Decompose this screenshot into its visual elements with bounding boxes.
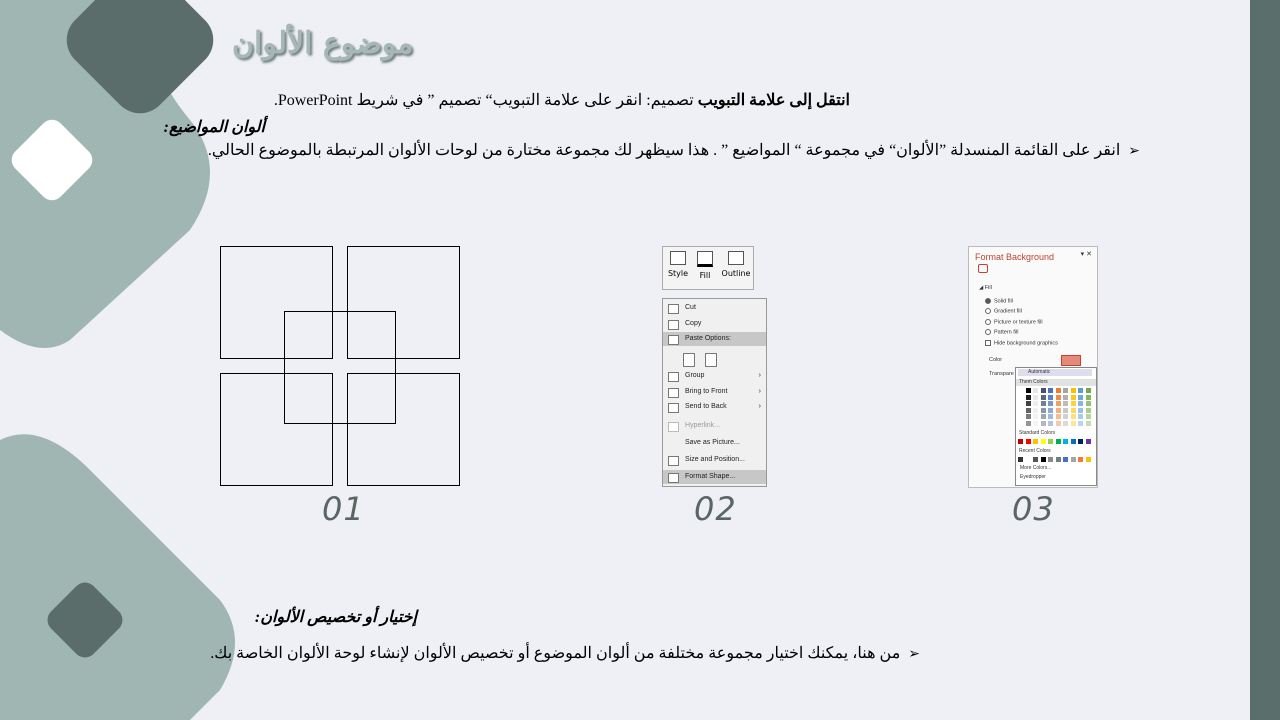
color-swatch[interactable] xyxy=(1048,421,1053,426)
color-swatch[interactable] xyxy=(1018,395,1023,400)
gradient-fill-radio[interactable] xyxy=(985,308,1022,314)
color-swatch[interactable] xyxy=(1048,457,1053,462)
instruction-1-rest: تصميم: انقر على علامة التبويب“ تصميم ” في شريط PowerPoint. xyxy=(273,92,698,109)
automatic-label: Automatic xyxy=(1028,369,1051,375)
menu-label: Save as Picture... xyxy=(685,439,740,446)
menu-item-paste-options xyxy=(663,332,766,346)
size-position-icon xyxy=(668,456,679,466)
color-swatch[interactable] xyxy=(1071,401,1076,406)
instruction-line-4 xyxy=(210,643,920,663)
color-picker-button[interactable] xyxy=(1061,355,1081,366)
color-swatch[interactable] xyxy=(1026,401,1031,406)
customize-colors-heading: إختيار أو تخصيص الألوان: xyxy=(254,609,417,626)
color-swatch[interactable] xyxy=(1033,388,1038,393)
radio-label: Picture or texture fill xyxy=(994,319,1043,326)
fill-label: Fill xyxy=(984,285,992,291)
format-background-title: Format Background xyxy=(975,252,1055,262)
color-swatch[interactable] xyxy=(1026,388,1031,393)
copy-icon xyxy=(668,320,679,330)
eyedropper-label: Eyedropper xyxy=(1020,474,1046,480)
color-swatch[interactable] xyxy=(1026,414,1031,419)
style-label: Style xyxy=(667,269,689,278)
menu-label: Send to Back xyxy=(685,403,727,410)
more-colors-option[interactable] xyxy=(1020,465,1051,471)
color-swatch[interactable] xyxy=(1033,408,1038,413)
more-colors-label: More Colors... xyxy=(1020,465,1052,471)
color-swatch[interactable] xyxy=(1018,388,1023,393)
color-swatch[interactable] xyxy=(1048,388,1053,393)
color-swatch[interactable] xyxy=(1078,414,1083,419)
color-swatch[interactable] xyxy=(1063,408,1068,413)
menu-label: Hyperlink... xyxy=(685,422,721,429)
color-swatch[interactable] xyxy=(1063,395,1068,400)
color-swatch[interactable] xyxy=(1041,457,1046,462)
color-swatch[interactable] xyxy=(1041,408,1046,413)
theme-colors-grid[interactable] xyxy=(1018,388,1094,428)
color-swatch[interactable] xyxy=(1041,414,1046,419)
solid-fill-radio[interactable] xyxy=(985,298,1013,304)
color-swatch[interactable] xyxy=(1041,421,1046,426)
color-swatch[interactable] xyxy=(1086,401,1091,406)
style-button[interactable] xyxy=(665,251,691,278)
submenu-arrow-icon: › xyxy=(758,372,761,379)
color-swatch[interactable] xyxy=(1018,421,1023,426)
color-swatch[interactable] xyxy=(1018,439,1023,444)
format-shape-icon xyxy=(668,473,679,483)
color-swatch[interactable] xyxy=(1071,414,1076,419)
color-swatch[interactable] xyxy=(1056,395,1061,400)
paste-picture-icon[interactable] xyxy=(705,353,717,367)
recent-colors-label: Recent Colors xyxy=(1019,448,1051,454)
bullet-arrow-icon: ➢ xyxy=(1128,143,1140,159)
color-swatch[interactable] xyxy=(1026,457,1031,462)
color-swatch[interactable] xyxy=(1018,457,1023,462)
outline-label: Outline xyxy=(721,269,751,278)
color-swatch[interactable] xyxy=(1048,408,1053,413)
paste-icons-row xyxy=(663,350,766,368)
theme-colors-heading: ألوان المواضيع: xyxy=(163,119,265,136)
color-label: Color xyxy=(989,357,1003,363)
hide-background-checkbox[interactable] xyxy=(985,340,1058,346)
color-swatch[interactable] xyxy=(1071,408,1076,413)
fill-button[interactable] xyxy=(692,251,718,280)
color-swatch[interactable] xyxy=(1056,439,1061,444)
scissors-icon xyxy=(668,304,679,314)
paint-bucket-icon xyxy=(697,251,713,267)
color-swatch[interactable] xyxy=(1033,401,1038,406)
color-swatch[interactable] xyxy=(1026,439,1031,444)
menu-item-copy[interactable] xyxy=(663,317,766,331)
outline-button[interactable] xyxy=(721,251,751,278)
figure-number-2: 02 xyxy=(694,490,737,528)
fill-section-header[interactable]: ◢ Fill xyxy=(979,285,992,291)
right-accent-bar xyxy=(1250,0,1280,720)
menu-label: Bring to Front xyxy=(685,388,728,395)
color-swatch[interactable] xyxy=(1078,439,1083,444)
radio-label: Pattern fill xyxy=(994,329,1019,336)
radio-label: Solid fill xyxy=(994,298,1013,305)
color-swatch[interactable] xyxy=(1056,388,1061,393)
color-swatch[interactable] xyxy=(1063,421,1068,426)
figure-number-3: 03 xyxy=(1012,490,1055,528)
radio-label: Gradient fill xyxy=(994,308,1022,315)
menu-label: Copy xyxy=(685,320,702,327)
menu-item-cut[interactable] xyxy=(663,301,766,315)
color-swatch[interactable] xyxy=(1018,408,1023,413)
send-back-icon xyxy=(668,403,679,413)
clipboard-icon xyxy=(668,335,679,345)
color-swatch[interactable] xyxy=(1086,421,1091,426)
style-icon xyxy=(670,251,686,265)
menu-item-send-to-back[interactable] xyxy=(663,400,766,414)
color-swatch[interactable] xyxy=(1078,401,1083,406)
instruction-line-1 xyxy=(274,90,850,110)
color-swatch[interactable] xyxy=(1056,408,1061,413)
color-swatch[interactable] xyxy=(1078,408,1083,413)
color-swatch[interactable] xyxy=(1033,457,1038,462)
pane-close-icon[interactable]: ▾ ✕ xyxy=(1080,251,1092,258)
color-swatch[interactable] xyxy=(1063,457,1068,462)
color-swatch[interactable] xyxy=(1026,408,1031,413)
decorative-background-shapes xyxy=(0,0,260,720)
instruction-line-3 xyxy=(208,140,1140,160)
color-swatch[interactable] xyxy=(1086,414,1091,419)
pattern-fill-radio[interactable] xyxy=(985,329,1018,335)
theme-colors-label: Them Colors xyxy=(1019,379,1048,385)
color-swatch[interactable] xyxy=(1063,401,1068,406)
figure-number-1: 01 xyxy=(322,490,365,528)
menu-item-bring-to-front[interactable] xyxy=(663,385,766,399)
color-swatch[interactable] xyxy=(1063,439,1068,444)
fill-label: Fill xyxy=(699,271,711,280)
menu-item-format-shape[interactable] xyxy=(663,470,766,484)
color-swatch[interactable] xyxy=(1026,421,1031,426)
shape-format-ribbon xyxy=(662,246,754,290)
color-swatch[interactable] xyxy=(1063,414,1068,419)
color-swatch[interactable] xyxy=(1063,388,1068,393)
paint-bucket-icon[interactable] xyxy=(978,264,988,273)
color-swatch[interactable] xyxy=(1086,408,1091,413)
bring-front-icon xyxy=(668,388,679,398)
color-swatch[interactable] xyxy=(1041,439,1046,444)
color-swatch[interactable] xyxy=(1071,395,1076,400)
color-swatch[interactable] xyxy=(1056,401,1061,406)
color-swatch[interactable] xyxy=(1078,457,1083,462)
color-swatch[interactable] xyxy=(1048,414,1053,419)
color-swatch[interactable] xyxy=(1033,439,1038,444)
recent-colors-row[interactable] xyxy=(1018,457,1094,463)
standard-colors-label: Standard Colors xyxy=(1019,430,1056,436)
square-center xyxy=(284,311,396,424)
menu-item-group[interactable] xyxy=(663,369,766,383)
color-palette-dropdown xyxy=(1015,367,1097,486)
instruction-4-text: من هنا، يمكنك اختيار مجموعة مختلفة من ألوان الموضوع أو تخصيص الألوان لإنشاء لوحة الألوان الخاصة بك. xyxy=(210,645,901,662)
color-swatch[interactable] xyxy=(1048,439,1053,444)
menu-label: Group xyxy=(685,372,705,379)
color-swatch[interactable] xyxy=(1041,388,1046,393)
instruction-1-bold: انتقل إلى علامة التبويب xyxy=(697,92,850,109)
menu-item-hyperlink xyxy=(663,419,766,433)
color-swatch[interactable] xyxy=(1018,414,1023,419)
color-swatch[interactable] xyxy=(1041,395,1046,400)
transparency-label: Transpare xyxy=(989,371,1014,377)
standard-colors-row[interactable] xyxy=(1018,439,1094,445)
menu-label: Size and Position... xyxy=(685,456,745,463)
color-swatch[interactable] xyxy=(1048,395,1053,400)
color-swatch[interactable] xyxy=(1078,395,1083,400)
bullet-arrow-icon: ➢ xyxy=(908,646,920,662)
color-swatch[interactable] xyxy=(1056,421,1061,426)
color-swatch[interactable] xyxy=(1086,395,1091,400)
menu-item-save-as-picture[interactable] xyxy=(663,436,766,450)
link-icon xyxy=(668,422,679,432)
color-swatch[interactable] xyxy=(1033,395,1038,400)
color-swatch[interactable] xyxy=(1056,457,1061,462)
menu-item-size-position[interactable] xyxy=(663,453,766,467)
color-swatch[interactable] xyxy=(1033,421,1038,426)
picture-fill-radio[interactable] xyxy=(985,319,1043,325)
submenu-arrow-icon: › xyxy=(758,403,761,410)
color-swatch[interactable] xyxy=(1071,457,1076,462)
color-swatch[interactable] xyxy=(1033,414,1038,419)
submenu-arrow-icon: › xyxy=(758,388,761,395)
color-swatch[interactable] xyxy=(1026,395,1031,400)
color-swatch[interactable] xyxy=(1056,414,1061,419)
slide-title: موضوع الألوان xyxy=(232,26,414,61)
color-swatch[interactable] xyxy=(1041,401,1046,406)
color-swatch[interactable] xyxy=(1086,439,1091,444)
menu-label: Cut xyxy=(685,304,696,311)
menu-label: Paste Options: xyxy=(685,335,731,342)
context-menu xyxy=(662,298,767,487)
pen-icon xyxy=(728,251,744,265)
checkbox-label: Hide background graphics xyxy=(994,340,1058,347)
color-swatch[interactable] xyxy=(1071,439,1076,444)
color-swatch[interactable] xyxy=(1086,388,1091,393)
automatic-color-option[interactable] xyxy=(1018,369,1092,376)
eyedropper-option[interactable] xyxy=(1020,474,1046,480)
color-swatch[interactable] xyxy=(1018,401,1023,406)
instruction-3-text: انقر على القائمة المنسدلة ”الألوان“ في مجموعة “ المواضيع ” . هذا سيظهر لك مجموعة مختارة من لوحات الألوان المرتبطة بالموضوع الحالي. xyxy=(207,142,1121,159)
color-swatch[interactable] xyxy=(1048,401,1053,406)
color-swatch[interactable] xyxy=(1071,388,1076,393)
color-swatch[interactable] xyxy=(1078,421,1083,426)
color-swatch[interactable] xyxy=(1071,421,1076,426)
color-swatch[interactable] xyxy=(1078,388,1083,393)
color-swatch[interactable] xyxy=(1086,457,1091,462)
menu-label: Format Shape... xyxy=(685,473,736,480)
paste-keep-format-icon[interactable] xyxy=(683,353,695,367)
group-icon xyxy=(668,372,679,382)
